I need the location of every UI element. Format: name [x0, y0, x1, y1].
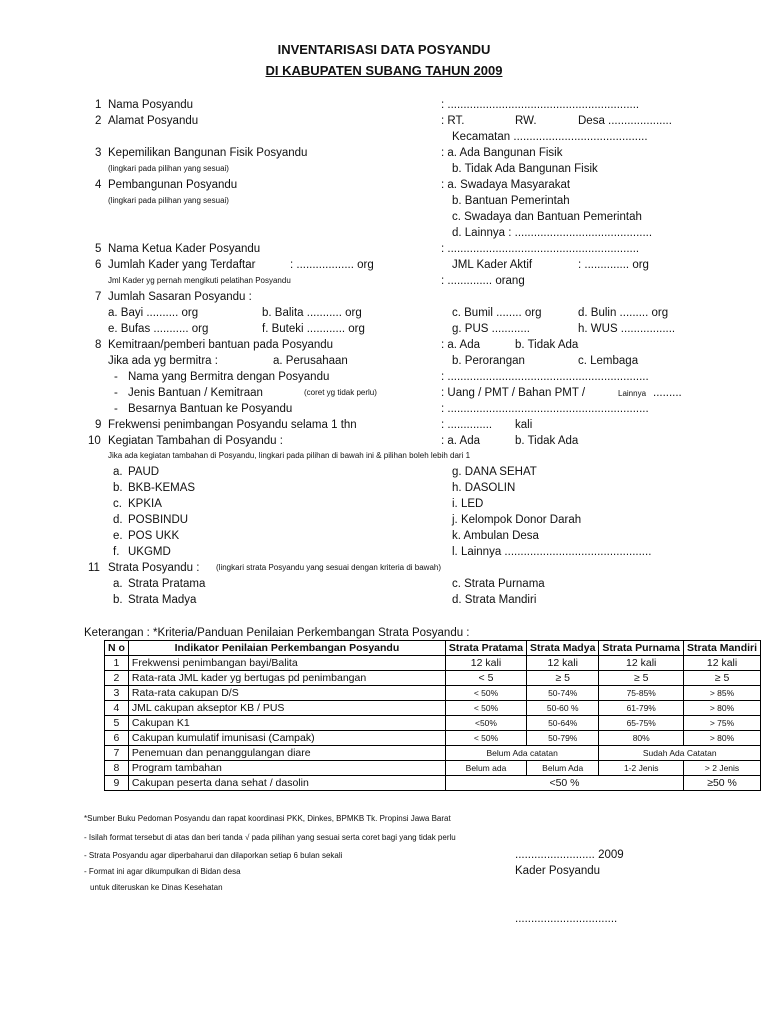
- form-text: ................................: [515, 913, 618, 925]
- form-text: a. Bayi .......... org: [108, 307, 199, 319]
- form-note: - Isilah format tersebut di atas dan beri tanda √ pada pilihan yang sesuai serta coret bagi yang tidak perlu: [84, 833, 456, 842]
- form-text: b. Tidak Ada: [515, 435, 579, 447]
- form-note: Jml Kader yg pernah mengikuti pelatihan Posyandu: [108, 276, 291, 285]
- form-text: Jika ada yg bermitra :: [108, 355, 218, 367]
- cell-purnama: 80%: [599, 731, 684, 746]
- cell-indikator: Frekwensi penimbangan bayi/Balita: [128, 656, 445, 671]
- form-text: 6: [95, 259, 102, 271]
- cell-purnama-mandiri: Sudah Ada Catatan: [599, 746, 761, 761]
- form-text: Strata Posyandu :: [108, 562, 200, 574]
- cell-mandiri: > 75%: [684, 716, 761, 731]
- cell-pratama: < 50%: [445, 686, 526, 701]
- col-mandiri: Strata Mandiri: [684, 641, 761, 656]
- form-text: ......................... 2009: [515, 849, 624, 861]
- form-text: c. Strata Purnama: [452, 578, 545, 590]
- form-text: Kader Posyandu: [515, 865, 601, 877]
- form-text: d. Bulin ......... org: [578, 307, 669, 319]
- cell-purnama: 61-79%: [599, 701, 684, 716]
- form-text: PAUD: [128, 466, 160, 478]
- cell-pratama-madya: Belum Ada catatan: [445, 746, 598, 761]
- form-text: Strata Madya: [128, 594, 197, 606]
- cell-purnama: 1-2 Jenis: [599, 761, 684, 776]
- form-text: Strata Pratama: [128, 578, 206, 590]
- form-text: b.: [113, 482, 123, 494]
- form-text: Alamat Posyandu: [108, 115, 199, 127]
- cell-pratama: < 50%: [445, 701, 526, 716]
- form-text: : .............. org: [578, 259, 649, 271]
- form-text: h. DASOLIN: [452, 482, 516, 494]
- form-text: -: [114, 371, 118, 383]
- table-row: [105, 731, 761, 746]
- form-text: Keterangan : *Kriteria/Panduan Penilaian Perkembangan Strata Posyandu :: [84, 627, 470, 639]
- form-text: Jumlah Sasaran Posyandu :: [108, 291, 252, 303]
- form-text: b. Balita ........... org: [262, 307, 362, 319]
- cell-pratama: 12 kali: [445, 656, 526, 671]
- form-text: a.: [113, 466, 123, 478]
- form-text: k. Ambulan Desa: [452, 530, 539, 542]
- table-row: [105, 776, 761, 791]
- col-madya: Strata Madya: [527, 641, 599, 656]
- form-text: j. Kelompok Donor Darah: [452, 514, 582, 526]
- form-text: : a. Swadaya Masyarakat: [441, 179, 571, 191]
- form-text: c.: [113, 498, 122, 510]
- cell-indikator: Penemuan dan penanggulangan diare: [128, 746, 445, 761]
- form-text: Jenis Bantuan / Kemitraan: [128, 387, 263, 399]
- cell-no: 6: [105, 731, 129, 746]
- cell-madya: Belum Ada: [527, 761, 599, 776]
- form-text: KPKIA: [128, 498, 162, 510]
- cell-madya: 50-64%: [527, 716, 599, 731]
- form-text: : ............................................................: [441, 99, 640, 111]
- form-text: l. Lainnya ..............................................: [452, 546, 652, 558]
- form-text: Nama Posyandu: [108, 99, 194, 111]
- cell-indikator: Cakupan kumulatif imunisasi (Campak): [128, 731, 445, 746]
- cell-no: 2: [105, 671, 129, 686]
- cell-madya: 50-74%: [527, 686, 599, 701]
- form-text: c. Lembaga: [578, 355, 639, 367]
- form-text: Kecamatan ..........................................: [452, 131, 648, 143]
- cell-madya: 50-60 %: [527, 701, 599, 716]
- form-text: : .................. org: [290, 259, 374, 271]
- cell-mandiri: > 80%: [684, 701, 761, 716]
- col-purnama: Strata Purnama: [599, 641, 684, 656]
- form-text: : a. Ada Bangunan Fisik: [441, 147, 563, 159]
- cell-madya: 12 kali: [527, 656, 599, 671]
- form-text: Kegiatan Tambahan di Posyandu :: [108, 435, 283, 447]
- cell-indikator: JML cakupan akseptor KB / PUS: [128, 701, 445, 716]
- form-text: -: [114, 403, 118, 415]
- form-text: 7: [95, 291, 102, 303]
- form-text: : ............................................................: [441, 243, 640, 255]
- cell-indikator: Rata-rata cakupan D/S: [128, 686, 445, 701]
- cell-purnama: 12 kali: [599, 656, 684, 671]
- cell-mandiri: > 80%: [684, 731, 761, 746]
- cell-pratama: Belum ada: [445, 761, 526, 776]
- form-note: (lingkari strata Posyandu yang sesuai dengan kriteria di bawah): [216, 563, 442, 572]
- form-note: untuk diteruskan ke Dinas Kesehatan: [90, 883, 223, 892]
- form-note: Lainnya: [618, 389, 647, 398]
- form-text: b. Bantuan Pemerintah: [452, 195, 570, 207]
- form-text: h. WUS .................: [578, 323, 676, 335]
- form-note: - Strata Posyandu agar diperbaharui dan dilaporkan setiap 6 bulan sekali: [84, 851, 343, 860]
- cell-no: 8: [105, 761, 129, 776]
- form-note: (lingkari pada pilihan yang sesuai): [108, 164, 229, 173]
- criteria-table: [104, 640, 761, 791]
- form-text: Frekwensi penimbangan Posyandu selama 1 thn: [108, 419, 357, 431]
- form-text: .........: [653, 387, 682, 399]
- form-text: POSBINDU: [128, 514, 189, 526]
- form-text: : Uang / PMT / Bahan PMT /: [441, 387, 586, 399]
- form-text: BKB-KEMAS: [128, 482, 196, 494]
- form-text: e. Bufas ........... org: [108, 323, 209, 335]
- form-text: i. LED: [452, 498, 484, 510]
- form-text: : a. Ada: [441, 339, 481, 351]
- cell-indikator: Cakupan peserta dana sehat / dasolin: [128, 776, 445, 791]
- form-text: b. Tidak Ada Bangunan Fisik: [452, 163, 598, 175]
- form-text: kali: [515, 419, 533, 431]
- cell-purnama: ≥ 5: [599, 671, 684, 686]
- cell-no: 1: [105, 656, 129, 671]
- form-text: : ..............: [441, 419, 493, 431]
- form-note: (coret yg tidak perlu): [304, 388, 377, 397]
- form-text: Pembangunan Posyandu: [108, 179, 238, 191]
- form-note: Jika ada kegiatan tambahan di Posyandu, lingkari pada pilihan di bawah ini & pilihan boleh lebih dari 1: [108, 451, 471, 460]
- cell-madya: 50-79%: [527, 731, 599, 746]
- form-text: b.: [113, 594, 123, 606]
- cell-purnama: 75-85%: [599, 686, 684, 701]
- form-text: g. DANA SEHAT: [452, 466, 537, 478]
- cell-indikator: Rata-rata JML kader yg bertugas pd penimbangan: [128, 671, 445, 686]
- table-row: [105, 671, 761, 686]
- table-row: [105, 746, 761, 761]
- form-text: : ...............................................................: [441, 371, 649, 383]
- form-text: b. Tidak Ada: [515, 339, 579, 351]
- table-row: [105, 701, 761, 716]
- form-text: 10: [88, 435, 101, 447]
- form-text: f.: [113, 546, 120, 558]
- form-text: Kemitraan/pemberi bantuan pada Posyandu: [108, 339, 334, 351]
- form-text: g. PUS ............: [452, 323, 530, 335]
- cell-indikator: Program tambahan: [128, 761, 445, 776]
- form-text: -: [114, 387, 118, 399]
- cell-mandiri: > 85%: [684, 686, 761, 701]
- cell-pratama: <50%: [445, 716, 526, 731]
- table-row: [105, 656, 761, 671]
- cell-mandiri: ≥50 %: [684, 776, 761, 791]
- form-text: 11: [88, 562, 100, 574]
- form-text: : RT.: [441, 115, 465, 127]
- cell-pratama: < 50%: [445, 731, 526, 746]
- form-text: UKGMD: [128, 546, 171, 558]
- form-text: Nama yang Bermitra dengan Posyandu: [128, 371, 330, 383]
- form-text: JML Kader Aktif: [452, 259, 533, 271]
- form-text: : a. Ada: [441, 435, 481, 447]
- form-text: POS UKK: [128, 530, 180, 542]
- form-text: a.: [113, 578, 123, 590]
- form-text: 3: [95, 147, 102, 159]
- form-text: b. Perorangan: [452, 355, 525, 367]
- form-text: : .............. orang: [441, 275, 525, 287]
- cell-no: 3: [105, 686, 129, 701]
- cell-madya: ≥ 5: [527, 671, 599, 686]
- form-text: 5: [95, 243, 102, 255]
- form-text: : ...............................................................: [441, 403, 649, 415]
- col-indikator: Indikator Penilaian Perkembangan Posyandu: [128, 641, 445, 656]
- doc-subtitle: DI KABUPATEN SUBANG TAHUN 2009: [265, 63, 503, 78]
- form-text: RW.: [515, 115, 537, 127]
- form-text: c. Bumil ........ org: [452, 307, 542, 319]
- cell-mandiri: ≥ 5: [684, 671, 761, 686]
- cell-no: 4: [105, 701, 129, 716]
- cell-no: 5: [105, 716, 129, 731]
- form-text: 4: [95, 179, 102, 191]
- form-note: (lingkari pada pilihan yang sesuai): [108, 196, 229, 205]
- form-text: 8: [95, 339, 102, 351]
- form-text: f. Buteki ............ org: [262, 323, 365, 335]
- form-text: d. Lainnya : ...........................................: [452, 227, 653, 239]
- table-row: [105, 761, 761, 776]
- col-no: N o: [105, 641, 129, 656]
- cell-purnama: 65-75%: [599, 716, 684, 731]
- form-text: c. Swadaya dan Bantuan Pemerintah: [452, 211, 642, 223]
- table-row: [105, 686, 761, 701]
- form-text: a. Perusahaan: [273, 355, 348, 367]
- cell-mandiri: > 2 Jenis: [684, 761, 761, 776]
- form-text: e.: [113, 530, 123, 542]
- cell-no: 7: [105, 746, 129, 761]
- form-note: - Format ini agar dikumpulkan di Bidan desa: [84, 867, 241, 876]
- doc-title: INVENTARISASI DATA POSYANDU: [277, 42, 491, 57]
- cell-indikator: Cakupan K1: [128, 716, 445, 731]
- form-text: d.: [113, 514, 123, 526]
- form-text: d. Strata Mandiri: [452, 594, 537, 606]
- form-text: Desa ....................: [578, 115, 672, 127]
- cell-pratama-purnama: <50 %: [445, 776, 683, 791]
- col-pratama: Strata Pratama: [445, 641, 526, 656]
- table-row: [105, 716, 761, 731]
- cell-pratama: < 5: [445, 671, 526, 686]
- form-text: Kepemilikan Bangunan Fisik Posyandu: [108, 147, 308, 159]
- cell-no: 9: [105, 776, 129, 791]
- form-note: *Sumber Buku Pedoman Posyandu dan rapat koordinasi PKK, Dinkes, BPMKB Tk. Propinsi Jawa Barat: [84, 814, 451, 823]
- form-text: 1: [95, 99, 102, 111]
- form-text: 9: [95, 419, 102, 431]
- form-text: Besarnya Bantuan ke Posyandu: [128, 403, 293, 415]
- cell-mandiri: 12 kali: [684, 656, 761, 671]
- form-text: 2: [95, 115, 102, 127]
- form-text: Jumlah Kader yang Terdaftar: [108, 259, 256, 271]
- form-text: Nama Ketua Kader Posyandu: [108, 243, 261, 255]
